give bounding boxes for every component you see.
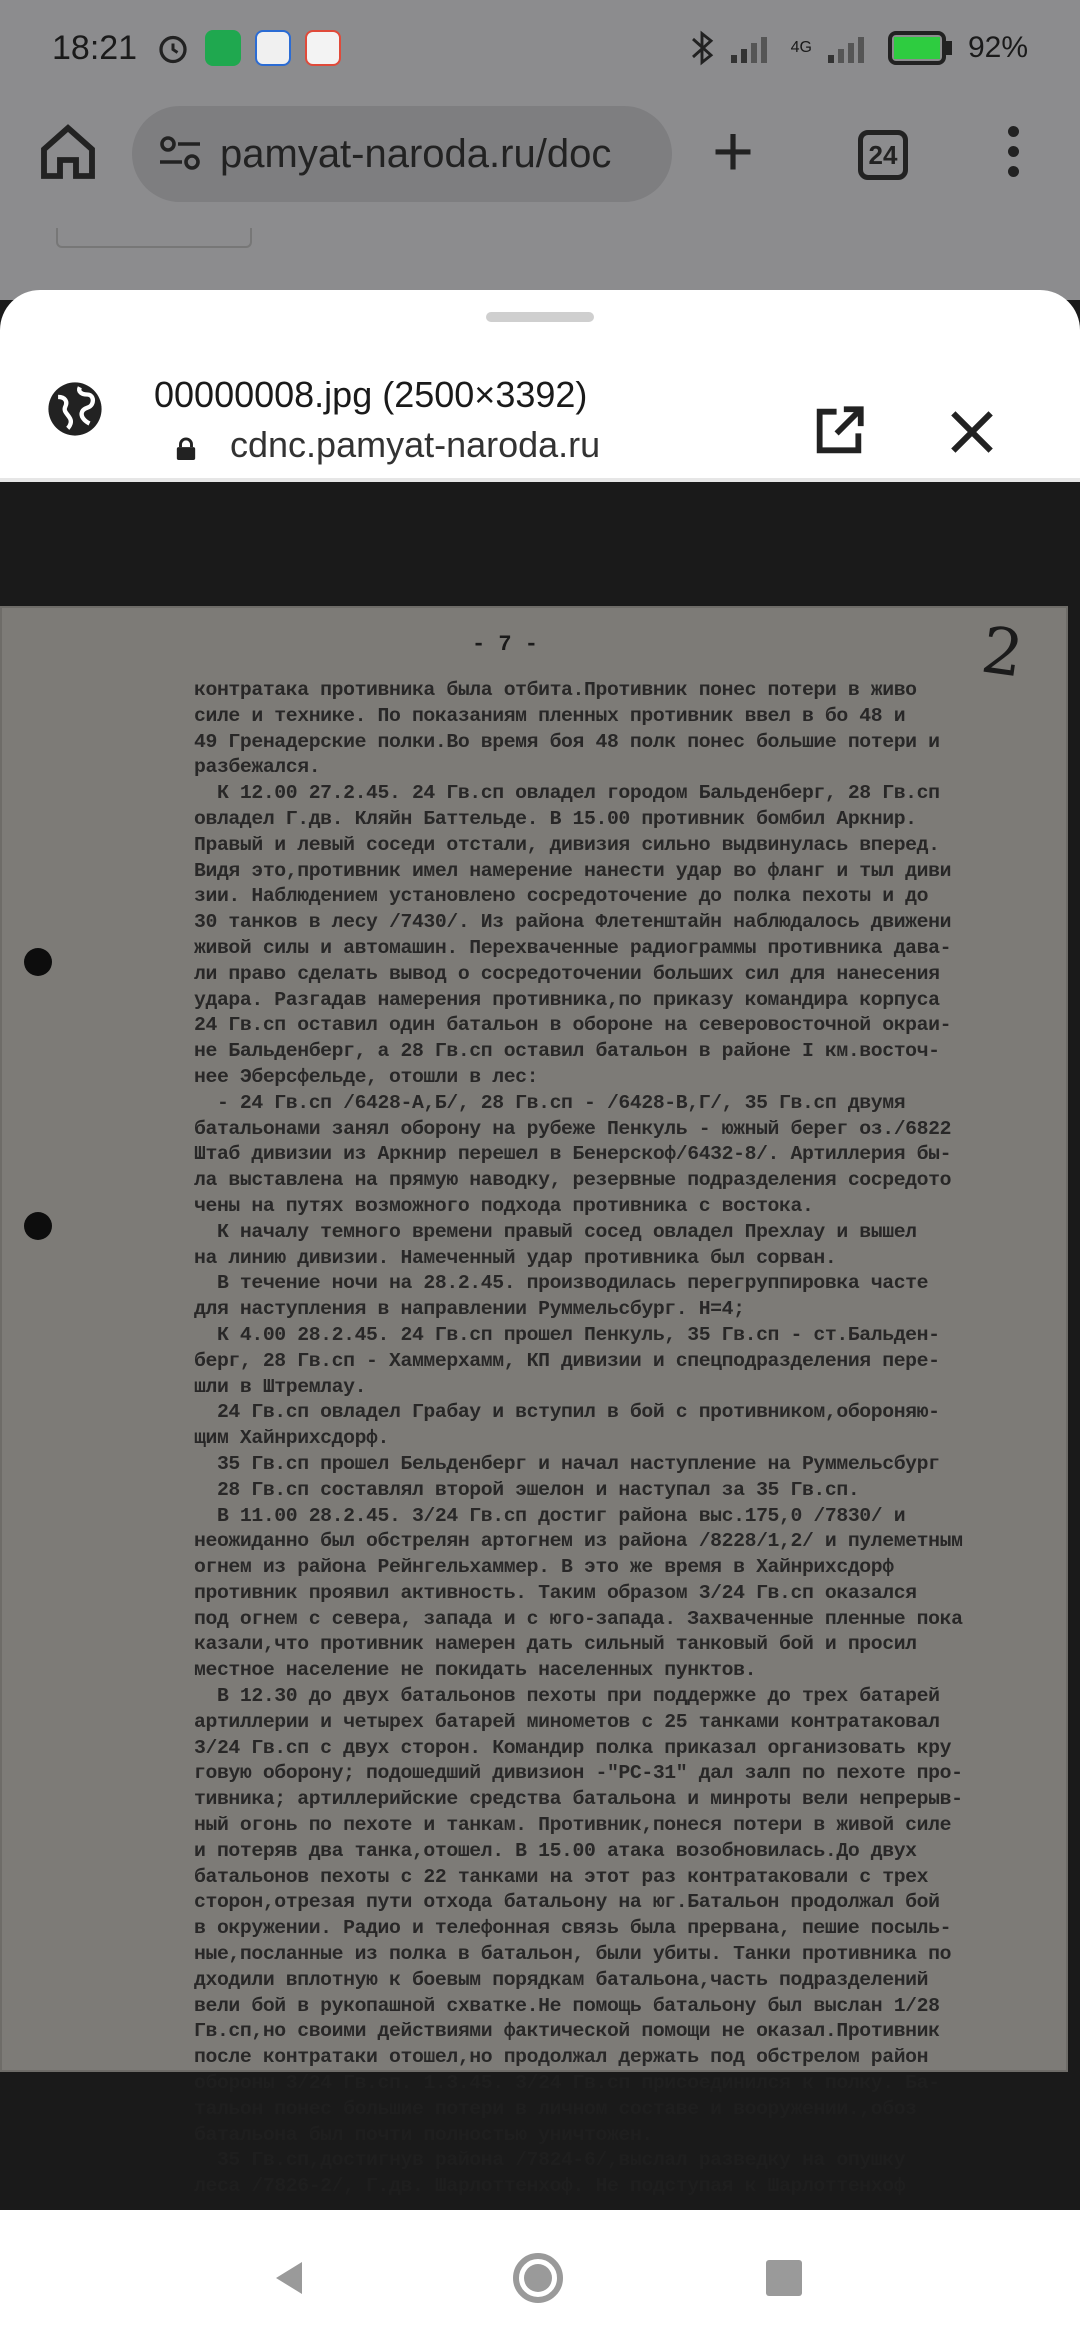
drag-handle[interactable] <box>486 312 594 322</box>
site-settings-icon[interactable] <box>160 136 200 172</box>
page-fragment <box>56 228 252 248</box>
document-line: батальонами занял оборону на рубеже Пенкуль - южный берег оз./6822 <box>194 1117 952 1140</box>
signal-icon <box>731 33 775 63</box>
document-body-text <box>194 678 1068 2200</box>
document-line: разбежался. <box>194 756 321 779</box>
browser-toolbar <box>0 100 1080 210</box>
document-line: К 12.00 27.2.45. 24 Гв.сп овладел городом Бальденберг, 28 Гв.сп <box>194 782 940 805</box>
overflow-menu-button[interactable] <box>1006 126 1020 186</box>
document-line: леса /7826-2/, Г.дв. Шарлоттенхоф. Не подступая к Шарлоттенхоф <box>194 2175 906 2198</box>
document-line: не Бальденберг, а 28 Гв.сп оставил батальон в районе I км.восточ- <box>194 1040 940 1063</box>
open-in-new-icon[interactable] <box>810 402 868 460</box>
new-tab-button[interactable]: + <box>712 112 755 192</box>
document-line: Видя это,противник имел намерение нанести удар во фланг и тыл диви <box>194 859 952 882</box>
document-line: живой силы и автомашин. Перехваченные радиограммы противника дава- <box>194 936 952 959</box>
document-line: обороны 3/24 Гв.сп. 1.3.45. 3/24 Гв.сп присоединился к полку. Ба- <box>194 2072 940 2095</box>
document-line: ные,посланные из полка в батальон, были убиты. Танки противника по <box>194 1943 952 1966</box>
document-line: неожиданно был обстрелян артогнем из района /8228/1,2/ и пулеметным <box>194 1530 963 1553</box>
home-nav-icon[interactable] <box>512 2252 564 2304</box>
signal-icon-2 <box>828 33 872 63</box>
close-icon[interactable] <box>944 404 1000 460</box>
document-line: Правый и левый соседи отстали, дивизия сильно выдвинулась вперед. <box>194 833 940 856</box>
document-line: под огнем с севера, запада и с юго-запада. Захваченные пленные пока <box>194 1607 963 1630</box>
document-line: нее Эберсфельде, отошли в лес: <box>194 1065 539 1088</box>
upload-app-icon <box>305 30 341 66</box>
document-line: на линию дивизии. Намеченный удар противника был сорван. <box>194 1246 837 1269</box>
document-line: В 11.00 28.2.45. 3/24 Гв.сп достиг района выс.175,0 /7830/ и <box>194 1504 906 1527</box>
battery-percent: 92% <box>967 31 1028 64</box>
document-line: 24 Гв.сп овладел Грабау и вступил в бой с противником,обороняю- <box>194 1401 940 1424</box>
bluetooth-icon <box>689 30 715 66</box>
globe-icon <box>46 380 104 438</box>
document-line: 24 Гв.сп оставил один батальон в обороне на северовосточной окраи- <box>194 1014 952 1037</box>
document-line: силе и технике. По показаниям пленных противник ввел в бо 48 и <box>194 704 906 727</box>
document-line: огнем из района Рейнгельхаммер. В это же время в Хайнрихсдорф <box>194 1556 894 1579</box>
document-line: 3/24 Гв.сп с двух сторон. Командир полка приказал организовать кру <box>194 1736 952 1759</box>
system-nav-bar <box>0 2210 1080 2340</box>
document-corner-mark: 2 <box>977 613 1028 693</box>
image-file-title: 00000008.jpg (2500×3392) <box>154 374 588 415</box>
punch-hole <box>24 1212 52 1240</box>
document-line: 28 Гв.сп составлял второй эшелон и наступал за 35 Гв.сп. <box>194 1478 860 1501</box>
document-line: после контратаки отошел,но продолжал держать под обстрелом район <box>194 2046 929 2069</box>
status-bar <box>0 0 1080 96</box>
recents-icon[interactable] <box>766 2260 802 2296</box>
document-line: овладел Г.дв. Кляйн Баттельде. В 15.00 противник бомбил Аркнир. <box>194 807 917 830</box>
sheet-header <box>0 334 1080 484</box>
status-right <box>689 30 1028 66</box>
document-line: зии. Наблюдением установлено сосредоточение до полка пехоты и до <box>194 885 929 908</box>
document-line: ный огонь по пехоте и танкам. Противник,понеся потери в живой силе <box>194 1814 952 1837</box>
document-line: Штаб дивизии из Аркнир перешел в Бенерскоф/6432-8/. Артиллерия бы- <box>194 1143 952 1166</box>
document-line: в окружении. Радио и телефонная связь была прервана, пешие посыль- <box>194 1917 952 1940</box>
network-type: 4G <box>790 39 812 56</box>
document-line: дходили вплотную к боевым порядкам батальона,часть подразделений <box>194 1968 929 1991</box>
background-browser <box>0 0 1080 300</box>
address-url: pamyat-naroda.ru/doc <box>220 131 612 176</box>
scanned-document-image <box>0 606 1068 2198</box>
home-icon[interactable] <box>36 120 100 184</box>
punch-hole <box>24 948 52 976</box>
document-line: батальона был почти полностью уничтожен. <box>194 2123 653 2146</box>
document-line: В 12.30 до двух батальонов пехоты при поддержке до трех батарей <box>194 1685 940 1708</box>
document-line: казали,что противник намерен дать сильный танковый бой и просил <box>194 1633 917 1656</box>
back-icon[interactable] <box>270 2258 310 2298</box>
phone-app-icon <box>255 30 291 66</box>
battery-icon <box>888 31 952 65</box>
alarm-icon <box>155 30 191 66</box>
document-line: К началу темного времени правый сосед овладел Прехлау и вышел <box>194 1220 917 1243</box>
document-line: говую оборону; подошедший дивизион -"РС-31" дал залп по пехоте про- <box>194 1762 963 1785</box>
document-line: 35 Гв.сп,достигнув района /7824-6/,выслал разведку на опушку <box>194 2149 906 2172</box>
document-line: удара. Разгадав намерения противника,по приказу командира корпуса <box>194 988 940 1011</box>
document-line: К 4.00 28.2.45. 24 Гв.сп прошел Пенкуль, 35 Гв.сп - ст.Бальден- <box>194 1323 940 1346</box>
whatsapp-icon <box>205 30 241 66</box>
document-line: вели бой в рукопашной схватке.Не помощь батальону был выслан 1/28 <box>194 1994 940 2017</box>
document-line: 35 Гв.сп прошел Бельденберг и начал наступление на Руммельсбург <box>194 1452 940 1475</box>
document-line: щим Хайнрихсдорф. <box>194 1427 390 1450</box>
address-bar[interactable] <box>132 106 672 202</box>
document-line: тивника; артиллерийские средства батальона и минроты вели непрерыв- <box>194 1788 963 1811</box>
lock-icon <box>176 438 196 460</box>
image-viewer[interactable] <box>0 482 1080 2210</box>
document-line: Гв.сп,но своими действиями фактической помощи не оказал.Противник <box>194 2020 940 2043</box>
tab-switcher-button[interactable]: 24 <box>858 130 908 180</box>
document-line: и потеряв два танка,отошел. В 15.00 атака возобновилась.До двух <box>194 1839 917 1862</box>
document-line: тальон понес большие потери в личном составе и вооружении.,обоз <box>194 2097 917 2120</box>
document-line: ла выставлена на прямую наводку, резервные подразделения сосредото <box>194 1169 952 1192</box>
document-line: артиллерии и четырех батарей минометов с 25 танками контратаковал <box>194 1710 940 1733</box>
document-line: - 24 Гв.сп /6428-А,Б/, 28 Гв.сп - /6428-В,Г/, 35 Гв.сп двумя <box>194 1091 906 1114</box>
document-page-number: - 7 - <box>472 632 539 657</box>
status-time: 18:21 <box>52 28 138 67</box>
document-line: сторон,отрезая пути отхода батальону на юг.Батальон продолжал бой <box>194 1891 940 1914</box>
document-line: противник проявил активность. Таким образом 3/24 Гв.сп оказался <box>194 1581 917 1604</box>
document-line: берг, 28 Гв.сп - Хаммерхамм, КП дивизии и спецподразделения пере- <box>194 1349 940 1372</box>
document-line: В течение ночи на 28.2.45. производилась перегруппировка часте <box>194 1272 929 1295</box>
document-line: ли право сделать вывод о сосредоточении больших сил для нанесения <box>194 962 940 985</box>
document-line: 30 танков в лесу /7430/. Из района Флетенштайн наблюдалось движени <box>194 911 952 934</box>
document-line: местное население не покидать населенных пунктов. <box>194 1659 757 1682</box>
document-line: 49 Гренадерские полки.Во время боя 48 полк понес большие потери и <box>194 730 940 753</box>
image-host: cdnc.pamyat-naroda.ru <box>230 424 601 465</box>
document-line: для наступления в направлении Руммельсбург. Н=4; <box>194 1298 745 1321</box>
document-line: батальонов пехоты с 22 танками на этот раз контратаковали с трех <box>194 1865 929 1888</box>
document-line: контратака противника была отбита.Противник понес потери в живо <box>194 679 917 701</box>
document-line: шли в Штремлау. <box>194 1375 367 1398</box>
image-preview-sheet <box>0 290 1080 2340</box>
document-line: чены на путях возможного подхода противника с востока. <box>194 1194 814 1217</box>
